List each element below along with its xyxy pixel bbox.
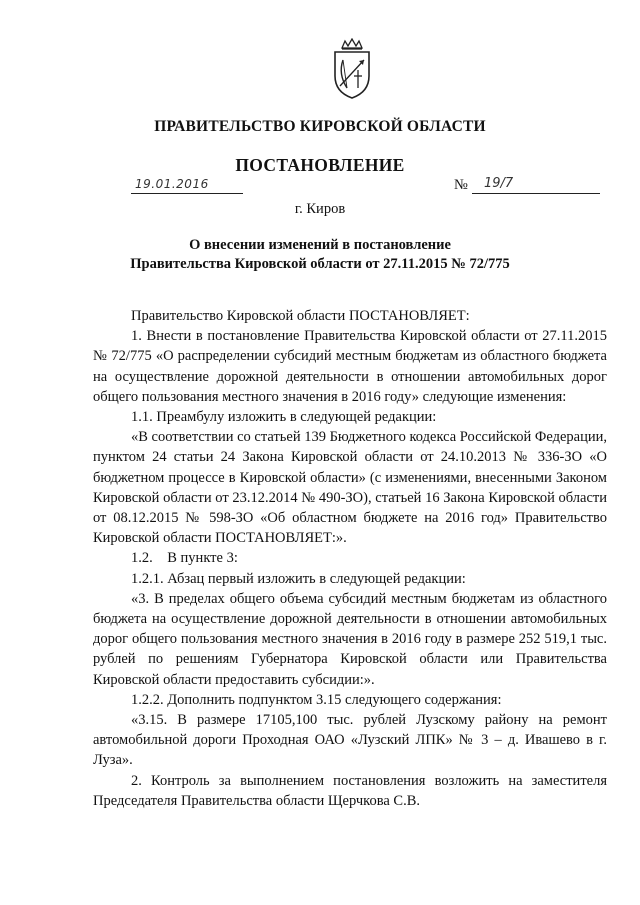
paragraph-1-2: 1.2. В пункте 3: — [131, 550, 238, 567]
paragraph-clause-3: «3. В пределах общего объема субсидий местным бюджетам из областного бюджета на осуществление дорожной деятельности в отношении автомобильных дорог общего пользования местного значения в 2016 году в размере 252 519,1 тыс. рублей по решениям Губернатора Кировской области или Правительства Кировской области предоставить субсидии:». — [93, 590, 607, 688]
paragraph-1-2-1: 1.2.1. Абзац первый изложить в следующей редакции: — [131, 570, 466, 587]
document-date: 19.01.2016 — [135, 177, 209, 191]
number-field — [472, 177, 600, 194]
paragraph-1-2-2: 1.2.2. Дополнить подпунктом 3.15 следующего содержания: — [131, 691, 502, 708]
document-number: 19/7 — [484, 176, 514, 191]
government-name: ПРАВИТЕЛЬСТВО КИРОВСКОЙ ОБЛАСТИ — [154, 118, 486, 135]
subject-line-2: Правительства Кировской области от 27.11.2015 № 72/775 — [130, 256, 510, 272]
document-body — [93, 306, 607, 811]
document-type: ПОСТАНОВЛЕНИЕ — [235, 155, 405, 175]
subject-line-1: О внесении изменений в постановление — [189, 237, 451, 253]
paragraph-intro: Правительство Кировской области ПОСТАНОВЛЯЕТ: — [131, 308, 470, 324]
paragraph-clause-3-15: «3.15. В размере 17105,100 тыс. рублей Лузскому району на ремонт автомобильной дороги Проходная ОАО «Лузский ЛПК» № 3 – д. Ивашево в г. Луза». — [93, 712, 607, 769]
number-label: № — [454, 177, 468, 193]
paragraph-1-1: 1.1. Преамбулу изложить в следующей редакции: — [131, 409, 437, 426]
date-field — [131, 177, 243, 194]
paragraph-1: 1. Внести в постановление Правительства Кировской области от 27.11.2015 № 72/775 «О распределении субсидий местным бюджетам из областного бюджета на осуществление дорожной деятельности в отношении автомобильных дорог общего пользования местного значения в 2016 году» следующие изменения: — [93, 328, 607, 405]
coat-of-arms-icon — [326, 38, 378, 100]
paragraph-2: 2. Контроль за выполнением постановления возложить на заместителя Председателя Правительства области Щерчкова С.В. — [93, 772, 607, 809]
city: г. Киров — [294, 201, 346, 217]
paragraph-preamble: «В соответствии со статьей 139 Бюджетного кодекса Российской Федерации, пунктом 24 статьи 24 Закона Кировской области от 24.10.2013 № 336-ЗО «О бюджетном процессе в Кировской области» (с изменениями, внесенными Законом Кировской области от 23.12.2014 № 490-ЗО), статьей 16 Закона Кировской области от 08.12.2015 № 598-ЗО «Об областном бюджете на 2016 год» Правительство Кировской области ПОСТАНОВЛЯЕТ:». — [93, 429, 607, 547]
